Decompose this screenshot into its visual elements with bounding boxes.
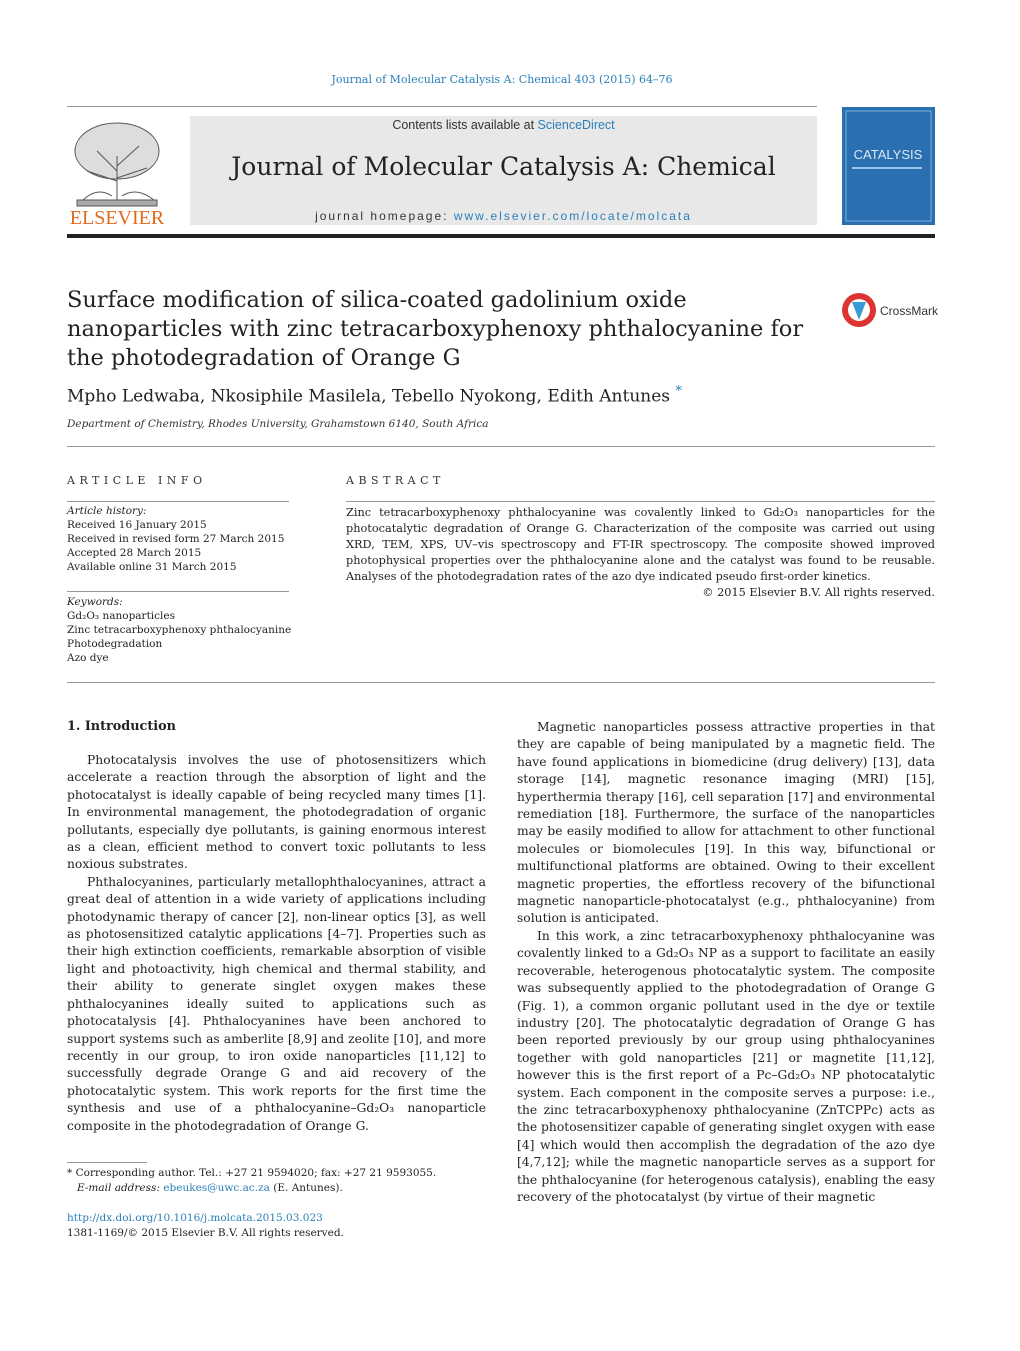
abstract-copyright: © 2015 Elsevier B.V. All rights reserved. <box>702 586 935 599</box>
journal-title: Journal of Molecular Catalysis A: Chemical <box>231 152 776 181</box>
article-title: Surface modification of silica-coated gadolinium oxide nanoparticles with zinc tetracarboxyphenoxy phthalocyanine for the photodegradation of Orange G <box>67 287 804 371</box>
paragraph: In this work, a zinc tetracarboxyphenoxy phthalocyanine was covalently linked to a Gd₂O₃ NP as a support to facilitate an easily recoverable, heterogenous photocatalytic system. The composite was subsequently applied to the photodegradation of Orange G (Fig. 1), a common organic pollutant used in the dye or textile industry [20]. The photocatalytic degradation of Orange G has been reported previously by our group using phthalocyanines together with gold nanoparticles [21] or magnetite [11,12], however this is the first report of a Pc–Gd₂O₃ NP photocatalytic system. Each component in the composite serves a purpose: i.e., the zinc tetracarboxyphenoxy phthalocyanine (ZnTCPPc) acts as the photosensitizer capable of generating singlet oxygen with ease [4] which would then accomplish the degradation of the azo dye [4,7,12]; while the magnetic nanoparticle serves as a support for the phthalocyanine (for heterogenous catalysis), enabling the easy recovery of the photocatalyst (by virtue of their magnetic <box>517 928 935 1204</box>
history-online: Available online 31 March 2015 <box>67 561 237 573</box>
divider <box>67 501 289 502</box>
history-accepted: Accepted 28 March 2015 <box>67 547 202 559</box>
history-received: Received 16 January 2015 <box>67 519 207 531</box>
affiliation: Department of Chemistry, Rhodes University, Grahamstown 6140, South Africa <box>67 418 489 430</box>
abstract-heading: ABSTRACT <box>346 474 445 487</box>
email-footnote: E-mail address: ebeukes@uwc.ac.za (E. Antunes). <box>77 1182 343 1194</box>
keyword: Zinc tetracarboxyphenoxy phthalocyanine <box>67 624 292 636</box>
divider <box>67 682 935 683</box>
section-heading-introduction: 1. Introduction <box>67 719 176 734</box>
keyword: Gd₂O₃ nanoparticles <box>67 610 175 622</box>
keywords-label: Keywords: <box>67 596 123 608</box>
issn-line: 1381-1169/© 2015 Elsevier B.V. All rights reserved. <box>67 1227 344 1239</box>
journal-homepage: journal homepage: www.elsevier.com/locate/molcata <box>315 209 692 223</box>
divider <box>67 591 289 592</box>
corresponding-author-footnote: * Corresponding author. Tel.: +27 21 9594020; fax: +27 21 9593055. <box>67 1167 437 1179</box>
journal-cover-thumbnail[interactable] <box>842 107 935 225</box>
sciencedirect-link[interactable]: ScienceDirect <box>537 118 615 132</box>
author-list: Mpho Ledwaba, Nkosiphile Masilela, Tebello Nyokong, Edith Antunes * <box>67 384 682 407</box>
cover-word: CATALYSIS <box>853 147 923 162</box>
history-label: Article history: <box>67 505 147 517</box>
abstract-text: Zinc tetracarboxyphenoxy phthalocyanine was covalently linked to Gd₂O₃ nanoparticles for the photocatalytic degradation of Orange G. Characterization of the composite was carried out using XRD, TEM, XPS, UV–vis spectroscopy and FT-IR spectroscopy. The composite showed improved photophysical properties over the phthalocyanine alone and the catalyst was found to be reusable. Analyses of the photodegradation rates of the azo dye indicated pseudo first-order kinetics. <box>346 506 935 583</box>
corresponding-author-mark[interactable]: * <box>675 384 682 399</box>
body-column-right <box>517 719 935 1206</box>
history-revised: Received in revised form 27 March 2015 <box>67 533 285 545</box>
email-link[interactable]: ebeukes@uwc.ac.za <box>163 1182 270 1194</box>
crossmark-label: CrossMark <box>880 304 939 318</box>
elsevier-logo[interactable] <box>67 116 167 228</box>
footnote-divider <box>67 1162 147 1163</box>
elsevier-wordmark: ELSEVIER <box>69 207 165 228</box>
homepage-link[interactable]: www.elsevier.com/locate/molcata <box>453 209 692 223</box>
divider <box>67 446 935 447</box>
body-column-left <box>67 752 486 1135</box>
crossmark-badge[interactable] <box>840 290 940 330</box>
contents-line: Contents lists available at ScienceDirect <box>392 118 615 132</box>
header-divider <box>67 234 935 238</box>
divider <box>346 501 935 502</box>
paragraph: Phthalocyanines, particularly metallophthalocyanines, attract a great deal of attention in a wide variety of applications including photodynamic therapy of cancer [2], non-linear optics [3], as well as photosensitized catalytic applications [4–7]. Properties such as their high extinction coefficients, remarkable absorption of visible light and photoactivity, high chemical and thermal stability, and their ability to generate singlet oxygen makes these phthalocyanines ideally suited to applications such as photocatalysis [4]. Phthalocyanines have been anchored to support systems such as amberlite [8,9] and zeolite [10], and more recently in our group, to iron oxide nanoparticles [11,12] to successfully degrade Orange G and aid recovery of the photocatalytic system. This work reports for the first time the synthesis and use of a phthalocyanine–Gd₂O₃ nanoparticle composite in the photodegradation of Orange G. <box>67 874 486 1133</box>
doi-link[interactable]: http://dx.doi.org/10.1016/j.molcata.2015.03.023 <box>67 1212 323 1224</box>
keyword: Azo dye <box>67 652 109 664</box>
divider <box>67 106 817 107</box>
keyword: Photodegradation <box>67 638 163 650</box>
paragraph: Magnetic nanoparticles possess attractive properties in that they are capable of being manipulated by a magnetic field. The have found applications in biomedicine (drug delivery) [13], data storage [14], magnetic resonance imaging (MRI) [15], hyperthermia therapy [16], cell separation [17] and environmental remediation [18]. Furthermore, the surface of the nanoparticles may be easily modified to allow for attachment to other functional molecules or biomolecules [19]. In this way, bifunctional or multifunctional platforms are obtained. Owing to their excellent magnetic properties, the effortless recovery of the bifunctional magnetic nanoparticle-photocatalyst (e.g., phthalocyanine) from solution is anticipated. <box>517 720 935 926</box>
journal-citation[interactable]: Journal of Molecular Catalysis A: Chemical 403 (2015) 64–76 <box>331 73 673 86</box>
article-info-heading: ARTICLE INFO <box>67 474 207 487</box>
paragraph: Photocatalysis involves the use of photosensitizers which accelerate a reaction through the absorption of light and the photocatalyst is ideally capable of being recycled many times [1]. In environmental management, the photodegradation of organic pollutants, especially dye pollutants, is gaining enormous interest as a clean, efficient method to convert toxic pollutants to less noxious substrates. <box>67 753 486 872</box>
